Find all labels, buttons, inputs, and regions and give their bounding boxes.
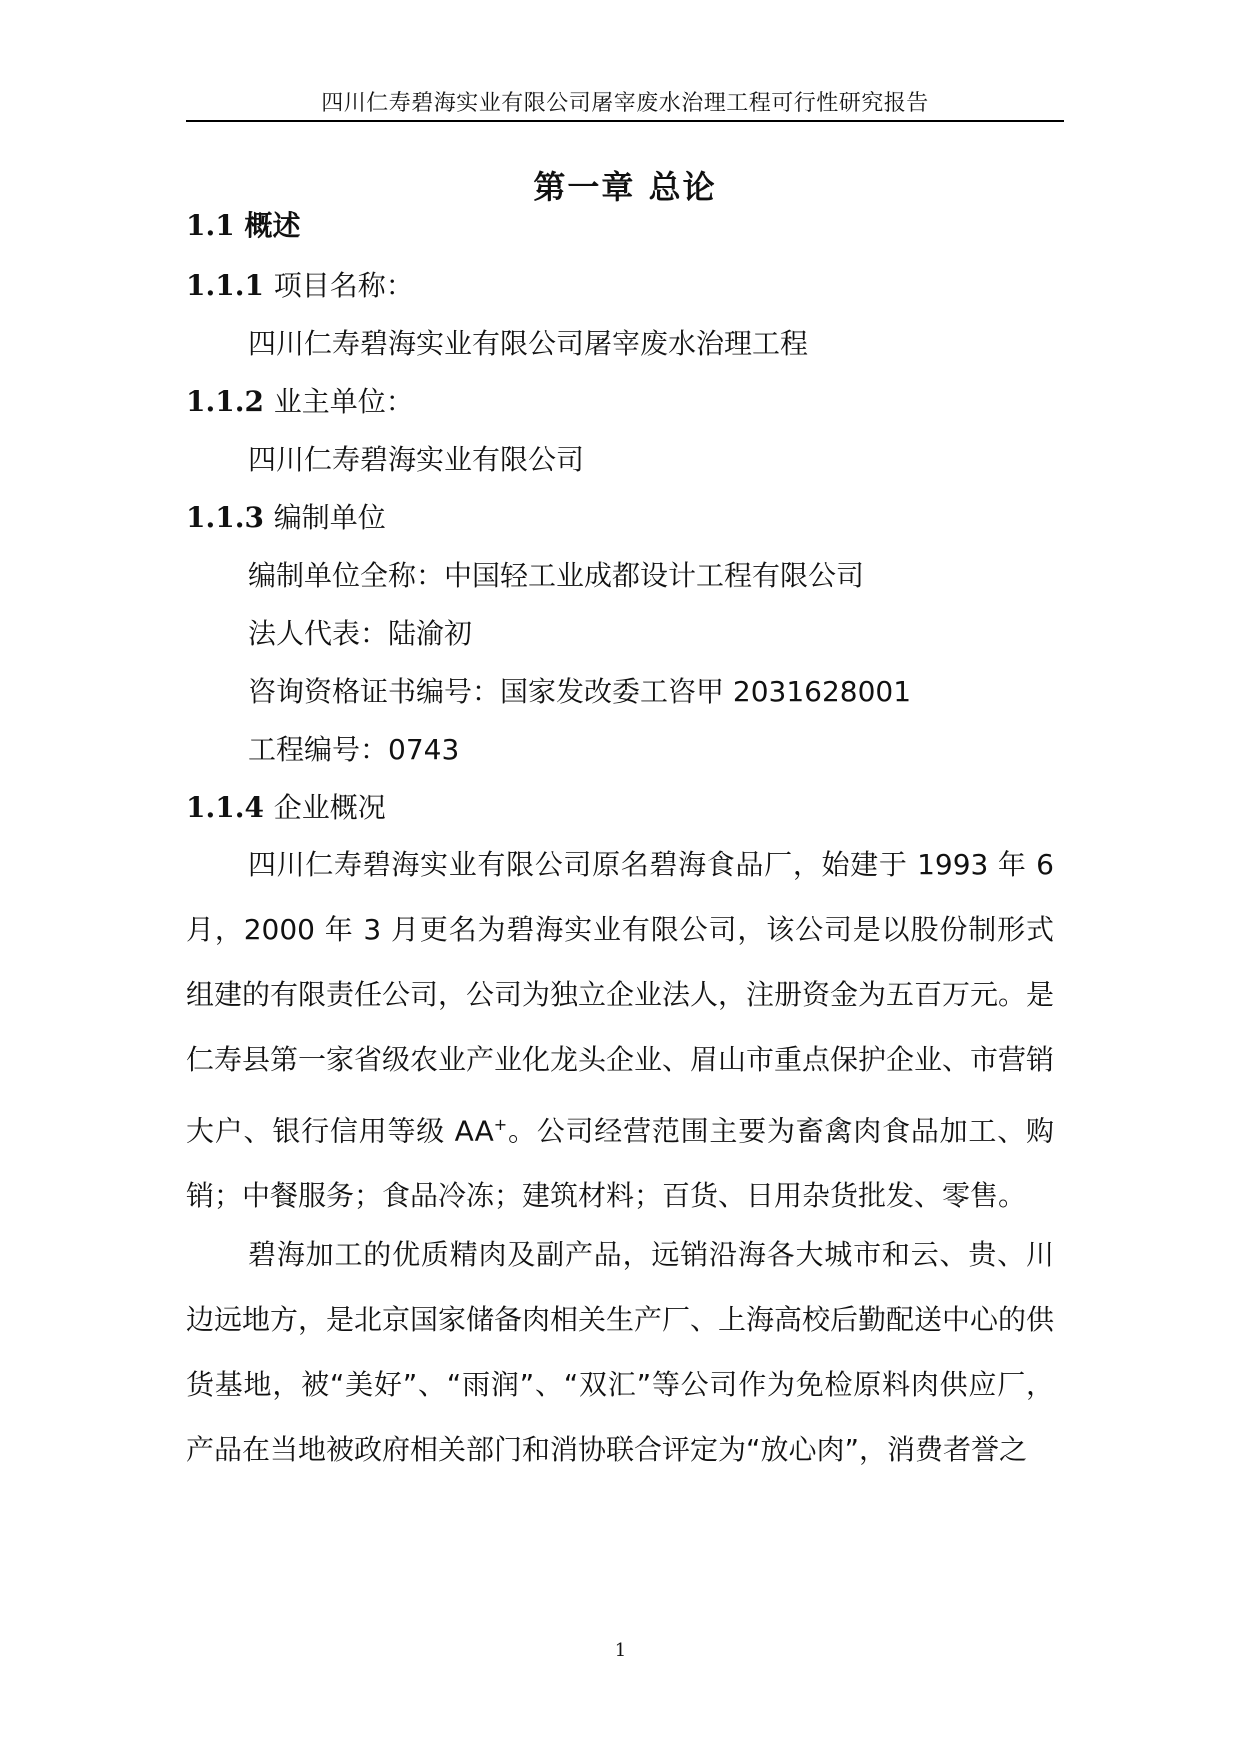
project-number: 工程编号：0743 — [248, 733, 460, 766]
section-title: 业主单位： — [273, 385, 414, 418]
section-1-1-4-heading — [186, 786, 386, 826]
section-title: 项目名称： — [273, 269, 414, 302]
chapter-title: 第一章 总论 — [533, 168, 717, 206]
running-header: 四川仁寿碧海实业有限公司屠宰废水治理工程可行性研究报告 — [321, 91, 929, 116]
section-1-1-3-heading — [186, 496, 386, 536]
paragraph-text: 。公司经营范围主要为畜禽肉食品加工、购销；中餐服务；食品冷冻；建筑材料；百货、日用杂货批发、零售。 — [186, 1114, 1054, 1213]
company-overview-paragraph — [186, 832, 1054, 1228]
project-name: 四川仁寿碧海实业有限公司屠宰废水治理工程 — [248, 327, 809, 360]
section-1-1-2-heading — [186, 380, 414, 420]
owner-unit: 四川仁寿碧海实业有限公司 — [248, 443, 585, 476]
section-number: 1.1.2 — [186, 385, 264, 418]
section-1-1-1-heading — [186, 264, 414, 304]
section-title: 概述 — [244, 209, 301, 242]
compiler-full-name: 编制单位全称：中国轻工业成都设计工程有限公司 — [248, 559, 865, 592]
section-number: 1.1.4 — [186, 791, 264, 824]
legal-representative: 法人代表：陆渝初 — [248, 617, 473, 650]
section-number: 1.1.1 — [186, 269, 264, 302]
section-number: 1.1.3 — [186, 501, 264, 534]
page-number: 1 — [614, 1640, 627, 1661]
products-paragraph: 碧海加工的优质精肉及副产品，远销沿海各大城市和云、贵、川边远地方，是北京国家储备肉相关生产厂、上海高校后勤配送中心的供货基地，被“美好”、“雨润”、“双汇”等公司作为免检原料肉供应厂，产品在当地被政府相关部门和消协联合评定为“放心肉”，消费者誉之 — [186, 1238, 1055, 1466]
section-title: 企业概况 — [273, 791, 386, 824]
credit-grade-superscript: + — [493, 1115, 508, 1134]
section-number: 1.1 — [186, 209, 235, 242]
certificate-number: 咨询资格证书编号：国家发改委工咨甲 2031628001 — [248, 675, 912, 708]
section-title: 编制单位 — [273, 501, 386, 534]
paragraph-text: 四川仁寿碧海实业有限公司原名碧海食品厂，始建于 1993 年 6 月，2000 年 3 月更名为碧海实业有限公司，该公司是以股份制形式组建的有限责任公司，公司为独立企业法人，注册资金为五百万元。是仁寿县第一家省级农业产业化龙头企业、眉山市重点保护企业、市营销大户、银行信用等级 AA — [186, 848, 1055, 1148]
section-1-1-heading — [186, 204, 300, 244]
header-rule — [186, 120, 1064, 122]
